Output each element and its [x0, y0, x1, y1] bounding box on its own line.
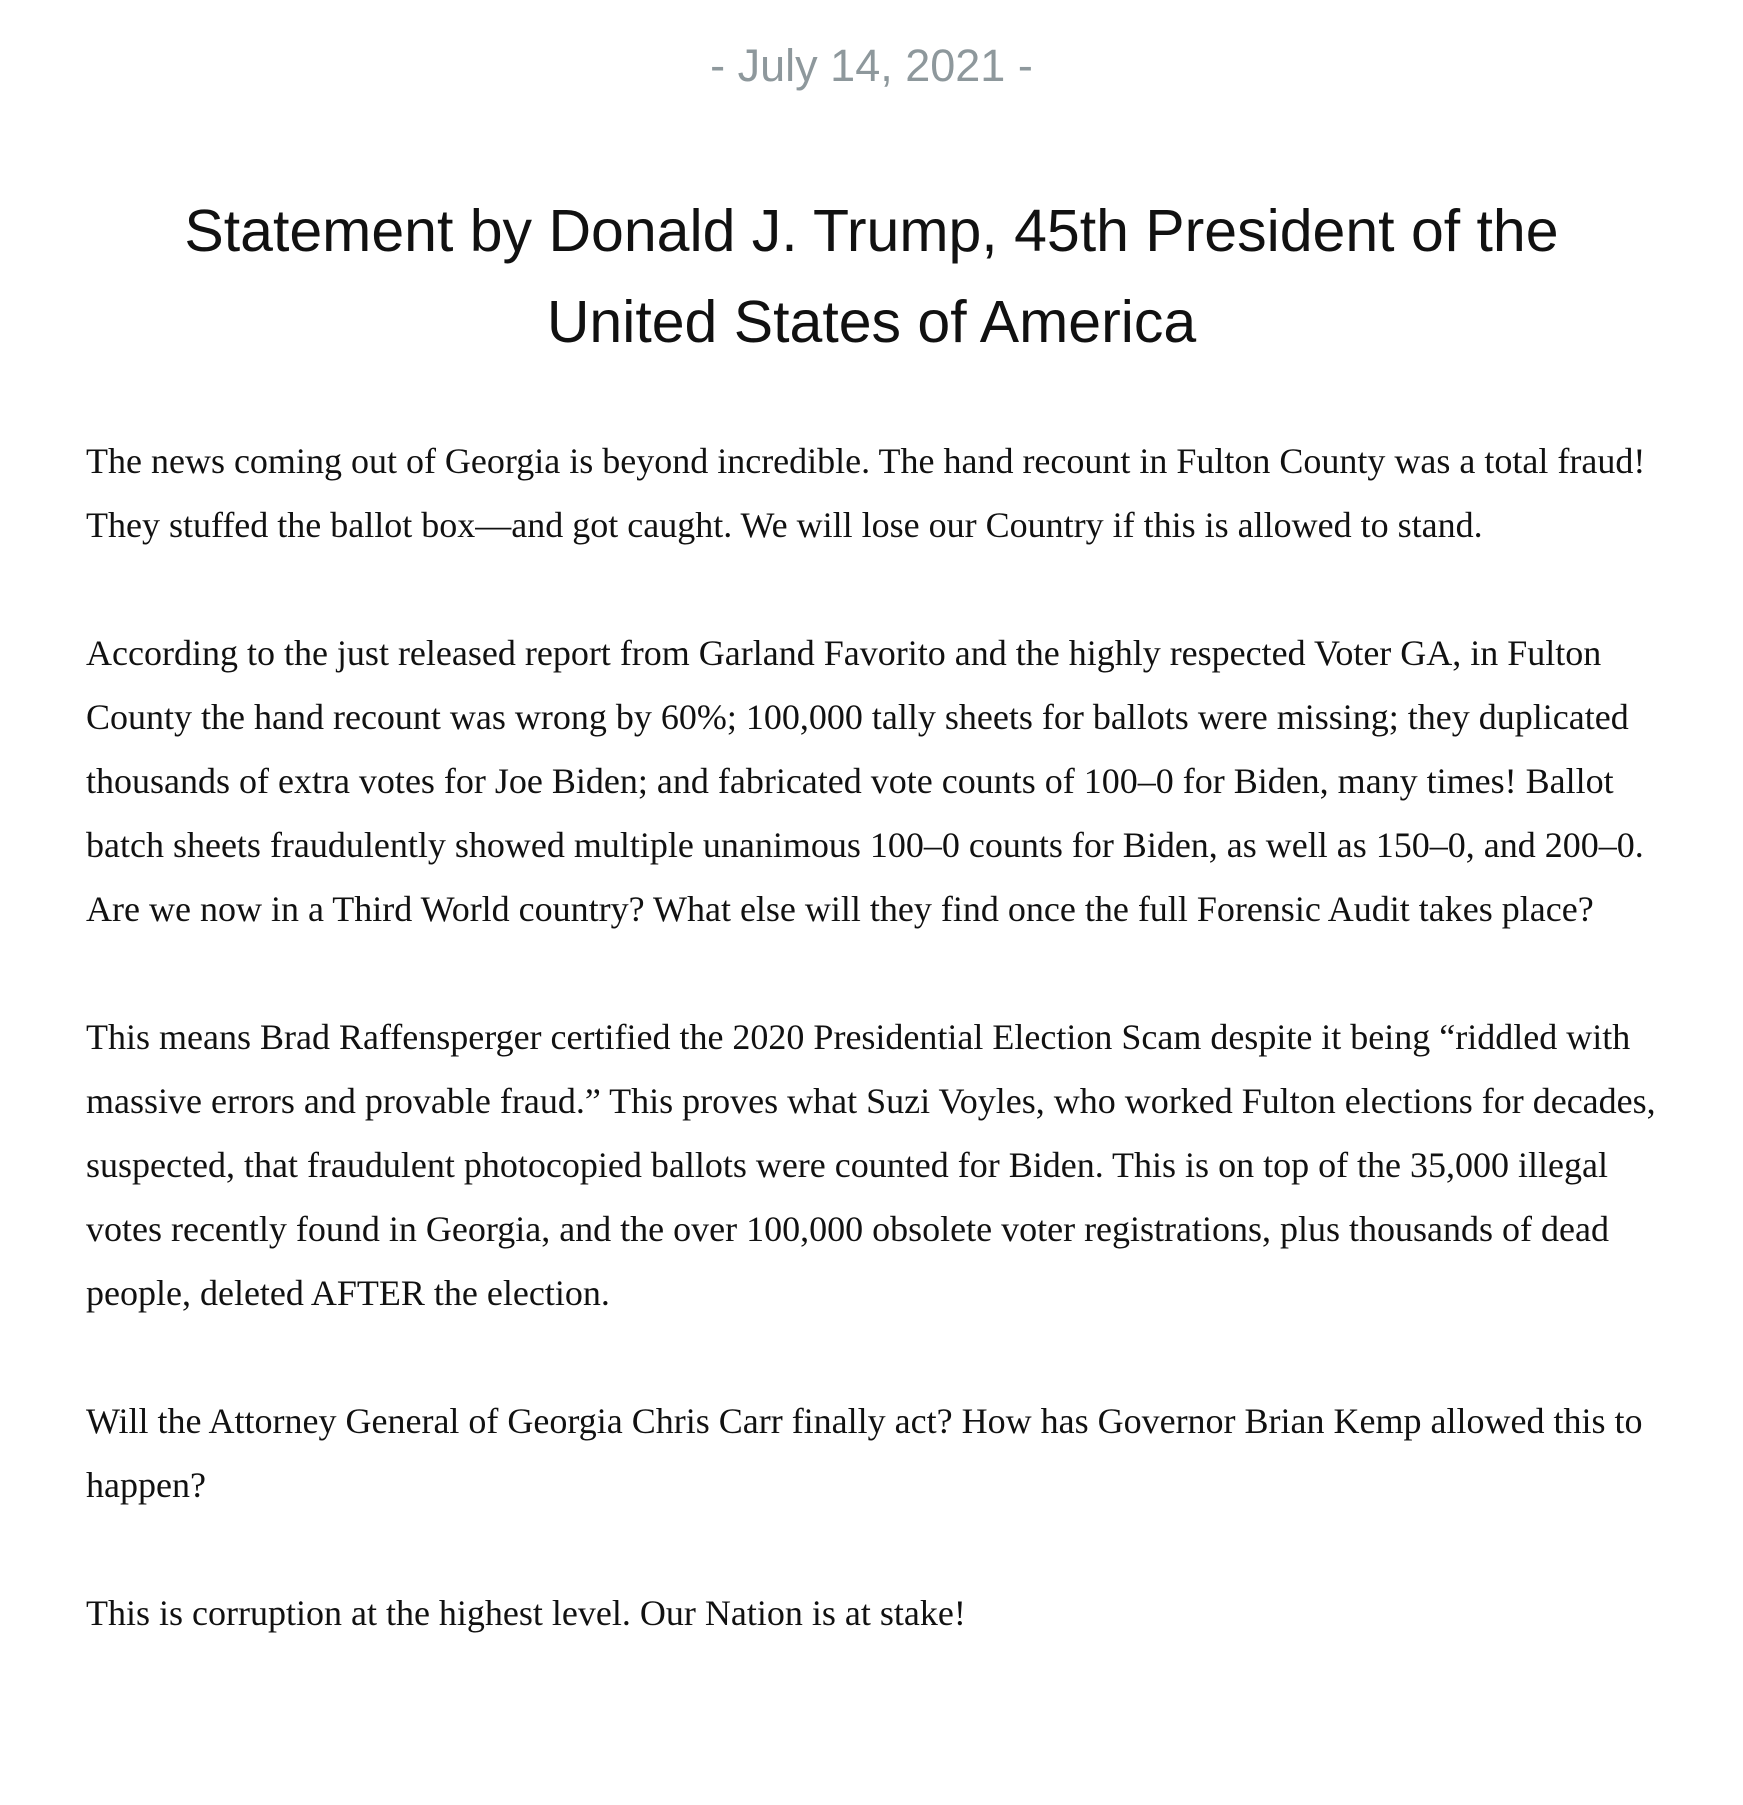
statement-body [86, 429, 1686, 1709]
paragraph-4: Will the Attorney General of Georgia Chris Carr finally act? How has Governor Brian Kemp allowed this to happen? [86, 1401, 1643, 1505]
paragraph-3: This means Brad Raffensperger certified the 2020 Presidential Election Scam despite it being “riddled with massive errors and provable fraud.” This proves what Suzi Voyles, who worked Fulton elections for decades, suspected, that fraudulent photocopied ballots were counted for Biden. This is on top of the 35,000 illegal votes recently found in Georgia, and the over 100,000 obsolete voter registrations, plus thousands of dead people, deleted AFTER the election. [86, 1017, 1656, 1313]
paragraph-1: The news coming out of Georgia is beyond incredible. The hand recount in Fulton County was a total fraud! They stuffed the ballot box—and got caught. We will lose our Country if this is allowed to stand. [86, 441, 1646, 545]
paragraph-2: According to the just released report from Garland Favorito and the highly respected Voter GA, in Fulton County the hand recount was wrong by 60%; 100,000 tally sheets for ballots were missing; they duplicated thousands of extra votes for Joe Biden; and fabricated vote counts of 100–0 for Biden, many times! Ballot batch sheets fraudulently showed multiple unanimous 100–0 counts for Biden, as well as 150–0, and 200–0. Are we now in a Third World country? What else will they find once the full Forensic Audit takes place? [86, 633, 1644, 929]
dateline: - July 14, 2021 - [710, 40, 1033, 91]
paragraph-5: This is corruption at the highest level. Our Nation is at stake! [86, 1593, 966, 1633]
statement-title: Statement by Donald J. Trump, 45th President of the United States of America [184, 198, 1559, 355]
